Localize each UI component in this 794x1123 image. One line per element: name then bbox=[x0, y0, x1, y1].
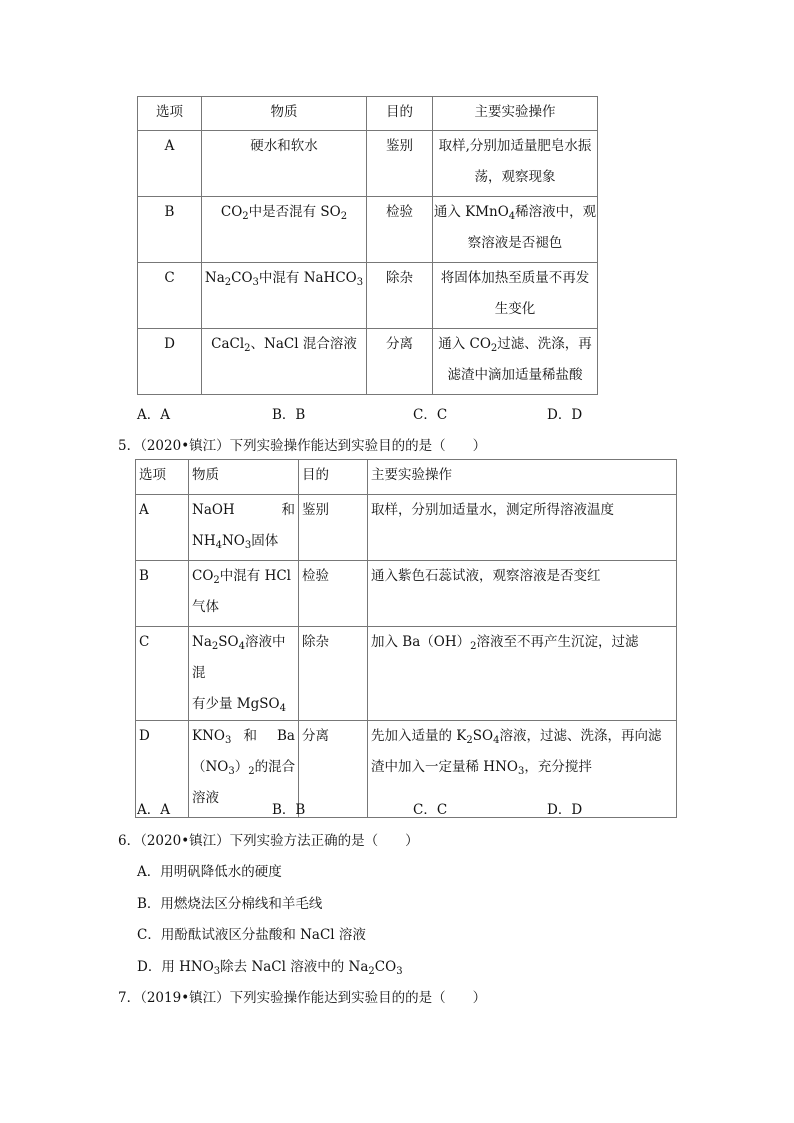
answer-option: D．D bbox=[547, 802, 583, 818]
question-7-stem: 7．（2019•镇江）下列实验操作能达到实验目的的是（ ） bbox=[118, 990, 487, 1006]
formula: CO bbox=[220, 204, 243, 220]
formula: CO bbox=[192, 568, 214, 584]
text: 通入 KMnO bbox=[433, 204, 509, 220]
cell-purpose: 分离 bbox=[299, 721, 368, 818]
table-q5 bbox=[135, 459, 677, 818]
cell-operation bbox=[368, 627, 677, 721]
formula: NH bbox=[192, 533, 216, 549]
text: 和 bbox=[281, 502, 295, 518]
subscript: 4 bbox=[238, 641, 245, 652]
subscript: 2 bbox=[248, 766, 255, 777]
formula: （NO bbox=[192, 759, 229, 775]
text: 过滤、洗涤，再 bbox=[497, 336, 592, 352]
subscript: 4 bbox=[493, 735, 500, 746]
formula: CO bbox=[231, 270, 253, 286]
formula-group bbox=[192, 728, 231, 744]
cell-option: B bbox=[138, 197, 202, 263]
operation-line: 荡，观察现象 bbox=[474, 169, 556, 185]
substance-line: 溶液 bbox=[192, 790, 219, 806]
header-substance: 物质 bbox=[202, 97, 367, 131]
subscript: 4 bbox=[215, 540, 222, 551]
cell-operation: 通入紫色石蕊试液，观察溶液是否变红 bbox=[368, 561, 677, 627]
answer-option: C．C bbox=[413, 407, 448, 423]
table-row bbox=[138, 131, 598, 197]
text: 通入 CO bbox=[438, 336, 491, 352]
question-5-stem: 5．（2020•镇江）下列实验操作能达到实验目的的是（ ） bbox=[118, 438, 487, 454]
table-row bbox=[136, 561, 677, 627]
answer-option: A．A bbox=[137, 802, 170, 818]
cell-option: B bbox=[136, 561, 189, 627]
cell-substance bbox=[189, 561, 299, 627]
text: 先加入适量的 K bbox=[371, 728, 467, 744]
text: 固体 bbox=[251, 533, 279, 549]
text: 、NaCl 混合溶液 bbox=[250, 336, 357, 352]
subscript: 2 bbox=[340, 211, 348, 222]
cell-option: D bbox=[136, 721, 189, 818]
subscript: 3 bbox=[396, 966, 403, 977]
header-option: 选项 bbox=[136, 460, 189, 495]
formula: CO bbox=[374, 959, 397, 975]
text: 的混合 bbox=[254, 759, 296, 775]
text: 有少量 MgSO bbox=[192, 696, 280, 712]
table-row bbox=[138, 329, 598, 395]
substance-line bbox=[192, 721, 298, 752]
text: 中混有 NaHCO bbox=[258, 270, 357, 286]
text: 溶液，过滤、洗涤，再向滤 bbox=[499, 728, 662, 744]
question-6-option-b: B．用燃烧法区分棉线和羊毛线 bbox=[137, 896, 323, 912]
text: 溶液至不再产生沉淀，过滤 bbox=[476, 634, 639, 650]
substance-line bbox=[192, 526, 298, 557]
cell-purpose: 分离 bbox=[367, 329, 433, 395]
cell-option: A bbox=[136, 495, 189, 561]
cell-purpose: 除杂 bbox=[367, 263, 433, 329]
text: ，充分搅拌 bbox=[524, 759, 592, 775]
subscript: 3 bbox=[252, 277, 259, 288]
cell-substance bbox=[189, 627, 299, 721]
formula: CaCl bbox=[211, 336, 245, 352]
subscript: 4 bbox=[508, 211, 516, 222]
answer-option: B．B bbox=[272, 407, 306, 423]
subscript: 2 bbox=[244, 343, 251, 354]
question-6-option-c: C．用酚酞试液区分盐酸和 NaCl 溶液 bbox=[137, 927, 366, 943]
header-purpose: 目的 bbox=[299, 460, 368, 495]
formula: Na bbox=[192, 634, 212, 650]
question-6-option-a: A．用明矾降低水的硬度 bbox=[137, 864, 282, 880]
text: 稀溶液中，观 bbox=[515, 204, 597, 220]
text: D．用 HNO bbox=[137, 959, 214, 975]
question-6-option-d bbox=[137, 955, 403, 975]
subscript: 2 bbox=[470, 641, 477, 652]
formula: NaOH bbox=[192, 502, 235, 518]
table-row bbox=[136, 721, 677, 818]
cell-substance bbox=[189, 495, 299, 561]
formula: Ba bbox=[277, 728, 295, 744]
table-row bbox=[136, 627, 677, 721]
cell-option: A bbox=[138, 131, 202, 197]
subscript: 2 bbox=[211, 641, 219, 652]
subscript: 4 bbox=[279, 703, 286, 714]
subscript: 2 bbox=[466, 735, 473, 746]
table-header-row bbox=[138, 97, 598, 131]
text: 中是否混有 SO bbox=[248, 204, 341, 220]
cell-operation bbox=[433, 131, 598, 197]
subscript: 3 bbox=[244, 540, 252, 551]
answer-option: A．A bbox=[137, 407, 170, 423]
operation-line: 取样,分别加适量肥皂水振 bbox=[438, 138, 592, 154]
header-operation: 主要实验操作 bbox=[433, 97, 598, 131]
substance-line bbox=[192, 495, 298, 526]
text: 中混有 HCl bbox=[219, 568, 291, 584]
cell-option: D bbox=[138, 329, 202, 395]
formula: ） bbox=[234, 759, 249, 775]
subscript: 3 bbox=[213, 966, 221, 977]
table-row bbox=[138, 197, 598, 263]
cell-purpose: 鉴别 bbox=[299, 495, 368, 561]
header-purpose: 目的 bbox=[367, 97, 433, 131]
header-option: 选项 bbox=[138, 97, 202, 131]
operation-line: 察溶液是否褪色 bbox=[467, 235, 563, 251]
question-6-stem: 6．（2020•镇江）下列实验方法正确的是（ ） bbox=[118, 833, 419, 849]
subscript: 2 bbox=[490, 343, 498, 354]
text: 加入 Ba（OH） bbox=[371, 634, 471, 650]
cell-purpose: 检验 bbox=[299, 561, 368, 627]
subscript: 2 bbox=[368, 966, 375, 977]
subscript: 2 bbox=[242, 211, 249, 222]
formula: SO bbox=[472, 728, 494, 744]
header-substance: 物质 bbox=[189, 460, 299, 495]
substance-line bbox=[192, 752, 298, 783]
subscript: 3 bbox=[228, 766, 235, 777]
text: 气体 bbox=[192, 599, 219, 615]
cell-operation bbox=[433, 263, 598, 329]
cell-operation bbox=[433, 197, 598, 263]
text: 和 bbox=[243, 728, 265, 744]
table-row bbox=[136, 495, 677, 561]
subscript: 2 bbox=[213, 575, 220, 586]
operation-line: 生变化 bbox=[494, 301, 536, 317]
cell-substance bbox=[202, 263, 367, 329]
text: 溶液中混 bbox=[192, 634, 286, 681]
cell-purpose: 鉴别 bbox=[367, 131, 433, 197]
cell-substance: 硬水和软水 bbox=[202, 131, 367, 197]
answer-option: B．B bbox=[272, 802, 306, 818]
cell-option: C bbox=[136, 627, 189, 721]
answer-option: D．D bbox=[547, 407, 583, 423]
table-header-row bbox=[136, 460, 677, 495]
cell-purpose: 除杂 bbox=[299, 627, 368, 721]
formula: KNO bbox=[192, 728, 225, 744]
operation-line: 滤渣中滴加适量稀盐酸 bbox=[447, 367, 583, 383]
formula: NO bbox=[221, 533, 245, 549]
subscript: 3 bbox=[517, 766, 525, 777]
cell-substance bbox=[202, 329, 367, 395]
table-q4 bbox=[137, 96, 598, 395]
subscript: 3 bbox=[356, 277, 364, 288]
cell-operation bbox=[433, 329, 598, 395]
operation-line: 将固体加热至质量不再发 bbox=[440, 270, 590, 286]
header-operation: 主要实验操作 bbox=[368, 460, 677, 495]
cell-purpose: 检验 bbox=[367, 197, 433, 263]
text: 除去 NaCl 溶液中的 Na bbox=[220, 959, 369, 975]
formula: Na bbox=[204, 270, 225, 286]
cell-substance bbox=[202, 197, 367, 263]
subscript: 3 bbox=[224, 735, 232, 746]
subscript: 2 bbox=[224, 277, 232, 288]
cell-operation: 取样，分别加适量水，测定所得溶液温度 bbox=[368, 495, 677, 561]
table-row bbox=[138, 263, 598, 329]
answer-option: C．C bbox=[413, 802, 448, 818]
formula: SO bbox=[218, 634, 239, 650]
text: 渣中加入一定量稀 HNO bbox=[371, 759, 518, 775]
cell-option: C bbox=[138, 263, 202, 329]
